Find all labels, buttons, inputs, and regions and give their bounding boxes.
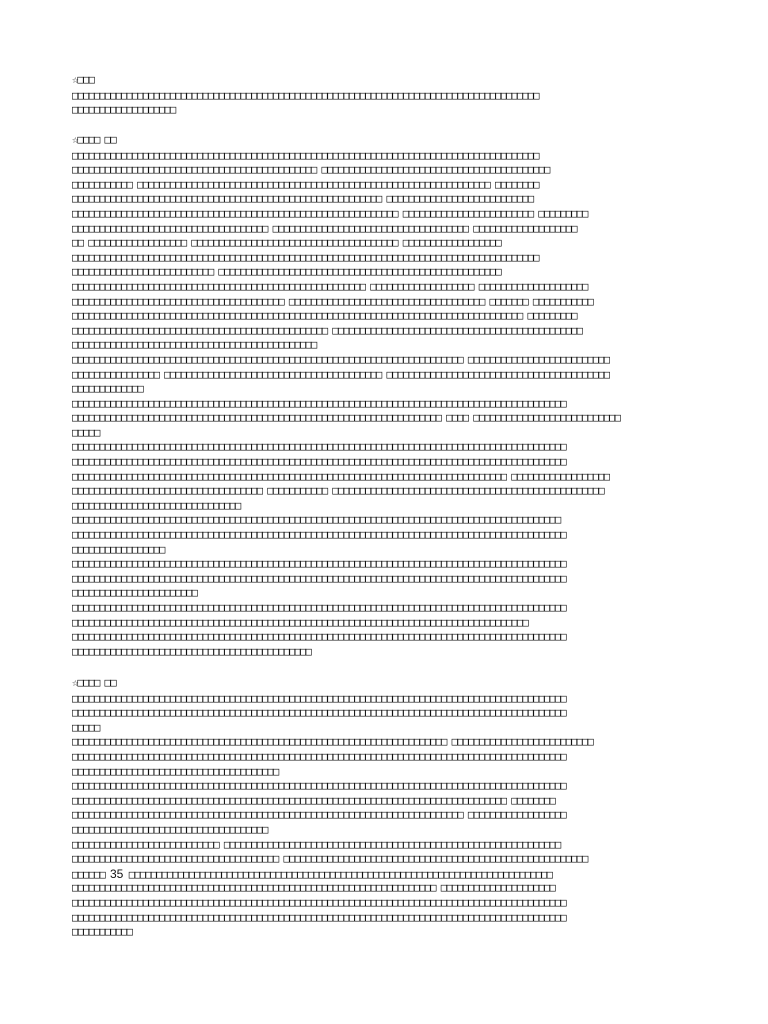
text-line: □□□□□□□□□□□□□□□□□□□□□□□□□□□ □□□□□□□□□□□□□□□□□□□□□□□□□□□□□□□□□□□□□□□□□□□□□□□□□□□□□□□□□□□□□□: [72, 837, 561, 851]
text-line: □□□□□□□□□□□ □□□□□□□□□□□□□□□□□□□□□□□□□□□□□□□□□□□□□□□□□□□□□□□□□□□□□□□□□□□□□□□□□ □□□□□□□□: [72, 177, 539, 191]
text-line: □□□□□□□□□□□□□□□□□□□□□□□□□□□□□□□□□□□□□□ □□□□□□□□□□□□□□□□□□□□□□□□□□□□□□□□□□□□□□□□□□□□□□□□□□□□□□□□: [72, 852, 588, 866]
text-line: □□□□□: [72, 720, 100, 734]
text-line: □□□□□□□□□□□□□□□□□□□□□□□□□□□□□□□□□□□□□□□□□□□□□□□□□□□□□□□□□ □□□□□□□□□□□□□□□□□□□□□□□□□□□: [72, 192, 533, 206]
text-line: □□□□□□□□□□□□□□□□□□□□□□□□□□□□□□□□□□□□□□□□□□□□□□□□□□□□□□□□□□□□□□□□□□□□□□□□□□□□□□□□□□□□: [72, 615, 528, 629]
text-line: □□□□□□□□□□□□□□□□□□□□□□□□□□□□□□□□□□□□□□□□□□□□□□□□□□□□□□□□□□□□□□□□□□□□□□□□□□□□□□□□□□□□□□□□□□□: [72, 895, 566, 909]
text-line: □□□□□□□□□□□□□□□□□□□□□□□□□□□□□□□□□□□□□□□□□□□□□□□□□□□□□□□□□□□□□□□□□□□□□□□□□□□□□□□□□□□□□□□□□□□: [72, 691, 566, 705]
text-line: □□□□□□□□□□□□□□□□□□□□□□□□□□□□□□□□□□□□□□□□□□□□□: [72, 338, 317, 352]
section-heading: ☆□□□: [72, 73, 94, 86]
text-line: □□□□□□□□□□□□□□□□□□□□□□□□□□□□□□□□□□□□□□□□□□□□□□□□□□□□□□□□□□□□□□□□□□□□□□□□□□□□□□□□□□□□□□□□□□□: [72, 910, 566, 924]
section-heading: ☆□□□□ □□: [72, 133, 116, 146]
text-line: □□□□□□□□□□□□□□□□□□□□□□□□□□□□□□□□□□□□□□□□□□□□□□□□□□□□□□□□□□□□ □□□□□□□□□□□□□□□□□□□□□□□□ □□□□□□□□□: [72, 206, 588, 220]
text-line: □□□□□□□□□□□□□□□□□□□□□□□□□□□□□□□□□□□□□□□□□□□□□□□□□□□□□□□□□□□□□□□□□□□□ □□□□ □□□□□□□□□□□□□□□□□□□□□□□□□□□: [72, 411, 620, 425]
text-line: □□□□□□□□□□□□□□□□□□□□□□□□□□□□□□□□□□□□□□□□□□□□: [72, 644, 311, 658]
text-line: □□□□□□□□□□□□□□□□□□□□□□□□□□□□□□□□□□□ □□□□□□□□□□□ □□□□□□□□□□□□□□□□□□□□□□□□□□□□□□□□□□□□□□□□□□□□□□□□□□: [72, 484, 604, 498]
section-intro: [72, 73, 712, 118]
text-line: □□□□□□□□□□□□□□□□□□□□□□□□□□□□□□□□□□□□□□□□□□□□□□□□□□□□□□□□□□□□□□□□□□□□□□□□□□□□□□□□□□□□□□□□□□□: [72, 557, 566, 571]
text-line: □□□□□□□□□□□□□□□□□□□□□□□□□□□□□□□□□□□□□□□□□□□□□□□□□□□□□□□□□□□□□□□□□□□□□□□□□□□□□□□□□□□□□□□□□□□: [72, 749, 566, 763]
text-fragment: □□□□□□: [72, 867, 110, 881]
text-line: □□□□□□□□□□□□□□□□□□□□□□□□□□□□□□□□□□□□□□□ □□□□□□□□□□□□□□□□□□□□□□□□□□□□□□□□□□□□ □□□□□□□ □□□□□□□□□□□: [72, 294, 593, 308]
text-line: □□□□□□□□□□□□□□□□□□□□□□□□□□□□□□□□□□□□□□□□□□□□□□□□□□□□□□□□□□□□□□□□□□□□□□□□□□□□□□□□□□□□□□: [72, 250, 539, 264]
text-line: □□□□□□□□□□□□□□□□□□□□□□□□□□□□□□□□□□□□□□□□□□□□□□□□□□□□□□□□□□□□□□□□□□□□□□□□□□□□□□□□□□□□□□□□□□□: [72, 630, 566, 644]
text-line: □□□□□□□□□□□□□□□□□□□□□□□□□□□□□□□□□□□□□□□□□□□□□□□□□□□□□□□□□□□□□□□□□□□□□□□□□□□□□□□□□□□□□□□□□□□: [72, 528, 566, 542]
section-body: [72, 692, 712, 940]
text-line: □□□□□□□□□□□□□□□□□□□□□□□□□□□□□□□□□□□□□□□□□□□□□□□□□□□□□□□□□□□□□□□□□□□□□□□□□□□□□□□□□□□□□□□□□□: [72, 513, 561, 527]
text-line: □□□□□□□□□□□□□□□□□□□□□□□□□□□□□□□□□□□□□□□□□□□□□□□□□□□□□□□□□□□□□□□□□□□□□□□□□□□□□□□□ □□□□□□□□□□□□□□□□□□: [72, 469, 609, 483]
text-line: □□□□□□□□□□□□□□□□□□□□□□□□□□□□□□□□□□□□□□□□□□□□□□□□□□□□□□ □□□□□□□□□□□□□□□□□□□ □□□□□□□□□□□□□□□□□□□□: [72, 279, 588, 293]
text-line: [72, 867, 712, 882]
text-line: □□□□□□□□□□□□□□□□□□□□□□□□□□□□□□□□□□□□□□□□□□□□□□□□□□□□□□□□□□□□□□□□□□□□□□□□ □□□□□□□□□□□□□□□□□□□□□□□□□□: [72, 352, 609, 366]
text-line: □□□□□□□□□□□□□□□□□□□□□□□□□□□□□□□□□□□□: [72, 822, 268, 836]
text-line: □□□□□□□□□□□□□□□□□□□□□□□: [72, 586, 197, 600]
text-line: □□□□□□□□□□□□□□□□□□□□□□□□□□□□□□□□□□□□□□□□□□□□□ □□□□□□□□□□□□□□□□□□□□□□□□□□□□□□□□□□□□□□□□□□: [72, 163, 550, 177]
text-line: □□□□□□□□□□□□□□□□□□□□□□□□□□□□□□□□□□□□□□□□□□□□□□□ □□□□□□□□□□□□□□□□□□□□□□□□□□□□□□□□□□□□□□□□□□□□□□: [72, 323, 582, 337]
section-body: [72, 149, 712, 660]
text-line: □□□□□: [72, 425, 100, 439]
text-line: □□□□□□□□□□□□□□□□□□□□□□□□□□□□□□□□□□□□□□□□□□□□□□□□□□□□□□□□□□□□□□□□□□□□□□□□□□□□□□□□□□□□□□□□□□□: [72, 601, 566, 614]
inline-number: 35: [109, 866, 124, 881]
text-line: □□□□□□□□□□□□□□□□□□□□□□□□□□□□□□□□□□□□□□: [72, 764, 279, 778]
section-three: [72, 676, 712, 940]
text-line: □□□□□□□□□□□□□□□□□□□□□□□□□□□□□□□□□□□□□□□□□□□□□□□□□□□□□□□□□□□□□□□□□□□□□□□□□□□□□□□□□□□□□□□□□□□: [72, 706, 566, 720]
text-line: □□□□□□□□□□□□□□□□□□□□□□□□□□□□□□□□□□□□□□□□□□□□□□□□□□□□□□□□□□□□□□□□□□□□□□□□□□□□□□□□□□□□□□: [72, 148, 539, 162]
section-heading: ☆□□□□ □□: [72, 676, 116, 689]
text-line: □□□□□□□□□□□□□□□□□□□□□□□□□□□□□□□□□□□□ □□□□□□□□□□□□□□□□□□□□□□□□□□□□□□□□□□□□ □□□□□□□□□□□□□□□□□□□: [72, 221, 577, 235]
text-line: □□ □□□□□□□□□□□□□□□□□□ □□□□□□□□□□□□□□□□□□□□□□□□□□□□□□□□□□□□□□ □□□□□□□□□□□□□□□□□□: [72, 236, 501, 250]
text-line: □□□□□□□□□□□□□: [72, 382, 143, 396]
section-two: [72, 133, 712, 659]
text-line: □□□□□□□□□□□□□□□□□□□□□□□□□□ □□□□□□□□□□□□□□□□□□□□□□□□□□□□□□□□□□□□□□□□□□□□□□□□□□□□: [72, 265, 501, 279]
text-line: □□□□□□□□□□□□□□□□□□□□□□□□□□□□□□□□□□□□□□□□□□□□□□□□□□□□□□□□□□□□□□□□□□□□□□□□□□□□□□□□ □□□□□□□□: [72, 793, 555, 807]
text-line: □□□□□□□□□□□□□□□□□□□□□□□□□□□□□□□□□□□□□□□□□□□□□□□□□□□□□□□□□□□□□□□□□□□□□□□□□□□□□□□□□□□ □□□□□□□□□: [72, 309, 577, 323]
text-line: □□□□□□□□□□□: [72, 925, 132, 939]
text-line: □□□□□□□□□□□□□□□□□□□□□□□□□□□□□□□□□□□□□□□□□□□□□□□□□□□□□□□□□□□□□□□□□□□ □□□□□□□□□□□□□□□□□□□□□: [72, 881, 555, 895]
text-line: □□□□□□□□□□□□□□□□□□□□□□□□□□□□□□□□□□□□□□□□□□□□□□□□□□□□□□□□□□□□□□□□□□□□□□□□□□□□□□□□□□□□□□□□□□□: [72, 455, 566, 469]
text-line: □□□□□□□□□□□□□□□□□: [72, 542, 165, 556]
section-body: [72, 89, 712, 118]
text-line: □□□□□□□□□□□□□□□□ □□□□□□□□□□□□□□□□□□□□□□□□□□□□□□□□□□□□□□□□ □□□□□□□□□□□□□□□□□□□□□□□□□□□□□□□□□□□□□□□□□: [72, 367, 609, 381]
text-line: □□□□□□□□□□□□□□□□□□□□□□□□□□□□□□□: [72, 498, 241, 512]
text-line: □□□□□□□□□□□□□□□□□□□: [72, 103, 176, 117]
text-line: □□□□□□□□□□□□□□□□□□□□□□□□□□□□□□□□□□□□□□□□□□□□□□□□□□□□□□□□□□□□□□□□□□□□□□□□□□□□□□□□□□□□□□□□□□□: [72, 779, 566, 793]
text-line: □□□□□□□□□□□□□□□□□□□□□□□□□□□□□□□□□□□□□□□□□□□□□□□□□□□□□□□□□□□□□□□□□□□□□ □□□□□□□□□□□□□□□□□□□□□□□□□□: [72, 735, 593, 749]
text-line: □□□□□□□□□□□□□□□□□□□□□□□□□□□□□□□□□□□□□□□□□□□□□□□□□□□□□□□□□□□□□□□□□□□□□□□□□□□□□□□□□□□□□□□□□□□: [72, 440, 566, 454]
text-fragment: □□□□□□□□□□□□□□□□□□□□□□□□□□□□□□□□□□□□□□□□□□□□□□□□□□□□□□□□□□□□□□□□□□□□□□□□□□□□□□: [123, 867, 552, 881]
text-line: □□□□□□□□□□□□□□□□□□□□□□□□□□□□□□□□□□□□□□□□□□□□□□□□□□□□□□□□□□□□□□□□□□□□□□□□□□□□□□□□□□□□□□□□□□□: [72, 396, 566, 410]
text-line: □□□□□□□□□□□□□□□□□□□□□□□□□□□□□□□□□□□□□□□□□□□□□□□□□□□□□□□□□□□□□□□□□□□□□□□□□□□□□□□□□□□□□□□□□□□: [72, 571, 566, 585]
text-line: □□□□□□□□□□□□□□□□□□□□□□□□□□□□□□□□□□□□□□□□□□□□□□□□□□□□□□□□□□□□□□□□□□□□□□□□ □□□□□□□□□□□□□□□□□□: [72, 808, 566, 822]
text-line: □□□□□□□□□□□□□□□□□□□□□□□□□□□□□□□□□□□□□□□□□□□□□□□□□□□□□□□□□□□□□□□□□□□□□□□□□□□□□□□□□□□□□□: [72, 88, 539, 102]
